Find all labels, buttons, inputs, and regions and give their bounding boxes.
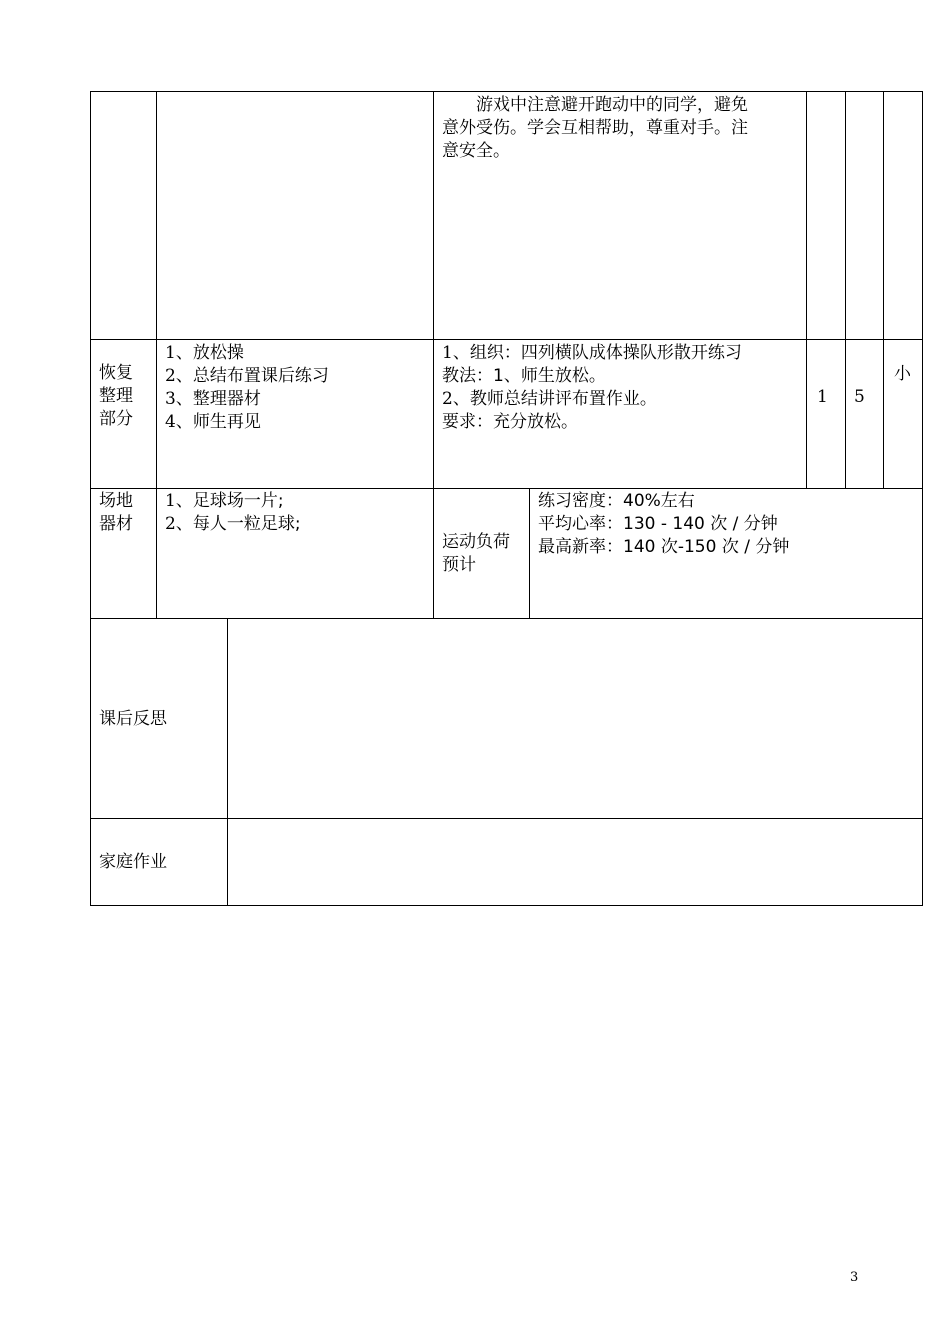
cell-recovery-method xyxy=(433,339,807,489)
list-item: 4、师生再见 xyxy=(165,412,261,432)
venue-label-line: 器材 xyxy=(99,514,133,534)
cell-venue-items xyxy=(156,488,434,619)
section-label-line: 恢复 xyxy=(99,363,133,383)
method-line: 2、教师总结讲评布置作业。 xyxy=(442,389,657,409)
count-value: 1 xyxy=(817,387,828,407)
reflection-content xyxy=(227,618,923,819)
venue-label-line: 场地 xyxy=(99,491,133,511)
homework-content xyxy=(227,818,923,906)
intensity-value: 小 xyxy=(894,364,911,384)
list-item: 1、足球场一片; xyxy=(165,491,284,511)
notes-line: 意外受伤。学会互相帮助，尊重对手。注 xyxy=(442,118,748,138)
cell-intensity-empty xyxy=(883,91,923,340)
cell-recovery-label xyxy=(90,339,157,489)
load-label-line: 运动负荷 xyxy=(442,532,510,552)
cell-section-empty xyxy=(90,91,157,340)
reflection-label: 课后反思 xyxy=(99,709,167,729)
section-label-line: 部分 xyxy=(99,409,133,429)
load-label-line: 预计 xyxy=(442,555,476,575)
cell-count-empty xyxy=(806,91,846,340)
homework-label: 家庭作业 xyxy=(99,852,167,872)
cell-load-values xyxy=(529,488,923,619)
cell-minutes-empty xyxy=(845,91,884,340)
page-number: 3 xyxy=(850,1270,859,1285)
load-line: 最高新率：140 次-150 次 / 分钟 xyxy=(538,537,790,557)
cell-reflection-label xyxy=(90,618,228,819)
cell-minutes xyxy=(845,339,884,489)
cell-venue-label xyxy=(90,488,157,619)
cell-recovery-content xyxy=(156,339,434,489)
load-line: 平均心率：130 - 140 次 / 分钟 xyxy=(538,514,778,534)
list-item: 3、整理器材 xyxy=(165,389,261,409)
method-line: 1、组织：四列横队成体操队形散开练习 xyxy=(442,343,742,363)
notes-line: 意安全。 xyxy=(442,141,510,161)
cell-content-empty xyxy=(156,91,434,340)
cell-safety-notes xyxy=(433,91,807,340)
list-item: 1、放松操 xyxy=(165,343,244,363)
method-line: 要求：充分放松。 xyxy=(442,412,578,432)
method-line: 教法：1、师生放松。 xyxy=(442,366,606,386)
cell-homework-label xyxy=(90,818,228,906)
load-line: 练习密度：40%左右 xyxy=(538,491,695,511)
cell-intensity xyxy=(883,339,923,489)
minutes-value: 5 xyxy=(854,387,865,407)
section-label-line: 整理 xyxy=(99,386,133,406)
cell-load-label xyxy=(433,488,530,619)
list-item: 2、总结布置课后练习 xyxy=(165,366,329,386)
cell-count xyxy=(806,339,846,489)
list-item: 2、每人一粒足球; xyxy=(165,514,301,534)
notes-line: 游戏中注意避开跑动中的同学，避免 xyxy=(442,95,748,115)
